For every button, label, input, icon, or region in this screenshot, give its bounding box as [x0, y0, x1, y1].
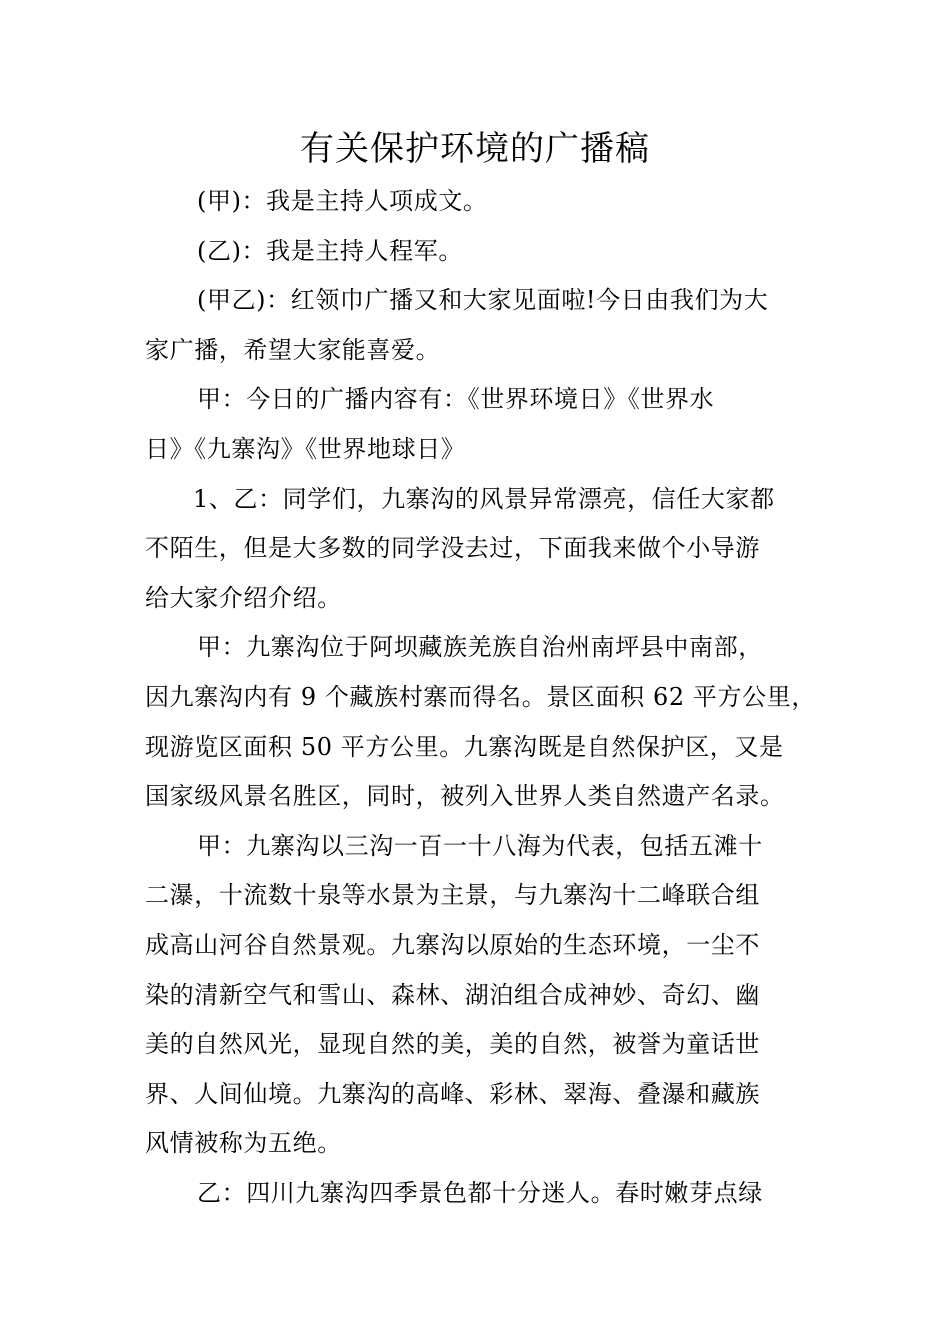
text-line: 成高山河谷自然景观。九寨沟以原始的生态环境，一尘不 [145, 930, 760, 959]
document-title: 有关保护环境的广播稿 [300, 129, 650, 169]
text-line: 不陌生，但是大多数的同学没去过，下面我来做个小导游 [145, 534, 760, 563]
text-line: 因九寨沟内有 9 个藏族村寨而得名。景区面积 62 平方公里， [145, 682, 816, 711]
text-line: 美的自然风光，显现自然的美，美的自然，被誉为童话世 [145, 1030, 760, 1059]
text-line: 风情被称为五绝。 [145, 1129, 342, 1158]
text-line: 甲：九寨沟以三沟一百一十八海为代表，包括五滩十 [197, 831, 763, 860]
text-line: (乙)：我是主持人程军。 [197, 236, 463, 265]
text-line: 1、乙：同学们，九寨沟的风景异常漂亮，信任大家都 [193, 484, 775, 513]
text-line: 给大家介绍介绍。 [145, 583, 342, 612]
document-body [145, 177, 825, 1218]
text-line: (甲乙)：红领巾广播又和大家见面啦!今日由我们为大 [197, 286, 769, 315]
text-line: 现游览区面积 50 平方公里。九寨沟既是自然保护区，又是 [145, 732, 784, 761]
text-line: 乙：四川九寨沟四季景色都十分迷人。春时嫩芽点绿 [197, 1178, 763, 1207]
text-line: 染的清新空气和雪山、森林、湖泊组合成神妙、奇幻、幽 [145, 980, 760, 1009]
text-line: (甲)：我是主持人项成文。 [197, 187, 488, 215]
text-line: 日》《九寨沟》《世界地球日》 [145, 434, 466, 463]
text-line: 界、人间仙境。九寨沟的高峰、彩林、翠海、叠瀑和藏族 [145, 1079, 760, 1108]
text-line: 二瀑，十流数十泉等水景为主景，与九寨沟十二峰联合组 [145, 881, 760, 910]
text-line: 甲：今日的广播内容有：《世界环境日》《世界水 [197, 385, 715, 414]
text-line: 甲：九寨沟位于阿坝藏族羌族自治州南坪县中南部， [197, 633, 763, 662]
text-line: 家广播，希望大家能喜爱。 [145, 335, 441, 364]
text-line: 国家级风景名胜区，同时，被列入世界人类自然遗产名录。 [145, 782, 785, 811]
